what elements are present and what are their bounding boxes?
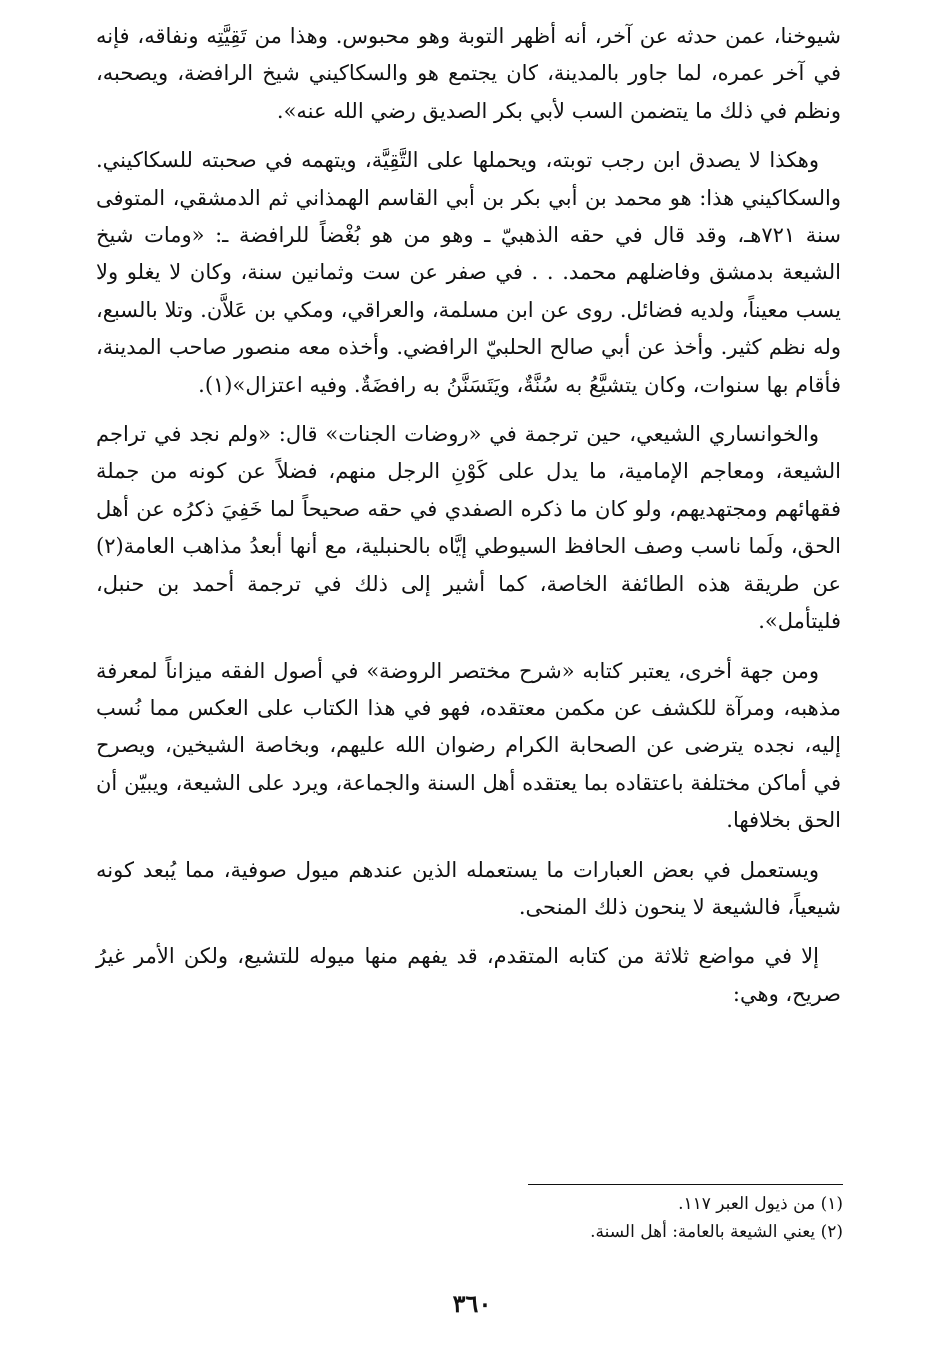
paragraph-khwansari: والخوانساري الشيعي، حين ترجمة في «روضات الجنات» قال: «ولم نجد في تراجم الشيعة، ومعاجم الإمامية، ما يدل على كَوْنِ الرجل منهم، فضلاً عن كونه من جملة فقهائهم ومجتهديهم، ولو كان ما ذكره الصفدي في حقه صحيحاً لما خَفِيَ ذكرُه عن أهل الحق، ولَما ناسب وصف الحافظ السيوطي إيَّاه بالحنبلية، مع أنها أبعدُ مذاهب العامة(٢) عن طريقة هذه الطائفة الخاصة، كما أشير إلى ذلك في ترجمة أحمد بن حنبل، فليتأمل». [96, 422, 842, 634]
paragraph-ibn-rajab: وهكذا لا يصدق ابن رجب توبته، ويحملها على التَّقِيَّة، ويتهمه في صحبته للسكاكيني. والسكاكيني هذا: هو محمد بن أبي بكر بن أبي القاسم الهمذاني ثم الدمشقي، المتوفى سنة ٧٢١هـ، وقد قال في حقه الذهبيّ ـ وهو من هو بُغْضاً للرافضة ـ: «ومات شيخ الشيعة بدمشق وفاضلهم محمد. . . في صفر عن ست وثمانين سنة، وكان لا يغلو ولا يسب معيناً، ولديه فضائل. روى عن ابن مسلمة، والعراقي، ومكي بن عَلاَّن. وتلا بالسبع، وله نظم كثير. وأخذ عن أبي صالح الحلبيّ الرافضي. وأخذه معه منصور صاحب المدينة، فأقام بها سنوات، وكان يتشيَّعُ به سُنَّةٌ، ويَتَسَنَّنُ به رافضَةٌ. وفيه اعتزال»(١). [96, 148, 842, 397]
main-text [96, 18, 841, 1025]
paragraph-continuation: شيوخنا، عمن حدثه عن آخر، أنه أظهر التوبة وهو محبوس. وهذا من تَقِيَّتِه ونفاقه، فإنه في آخر عمره، لما جاور بالمدينة، كان يجتمع هو والسكاكيني شيخ الرافضة، ويصحبه، ونظم في ذلك ما يتضمن السب لأبي بكر الصديق رضي الله عنه». [96, 24, 841, 123]
page-number: ٣٦٠ [452, 1289, 492, 1318]
footnote-2: (٢) يعني الشيعة بالعامة: أهل السنة. [590, 1222, 843, 1242]
footnote-divider [528, 1184, 843, 1185]
footnote-1: (١) من ذيول العبر ١١٧. [678, 1194, 843, 1214]
paragraph-sufi-usage: ويستعمل في بعض العبارات ما يستعمله الذين عندهم ميول صوفية، مما يُبعد كونه شيعياً، فالشيعة لا ينحون ذلك المنحى. [96, 857, 841, 919]
footnotes [420, 1190, 843, 1246]
paragraph-three-places: إلا في مواضع ثلاثة من كتابه المتقدم، قد يفهم منها ميوله للتشيع، ولكن الأمر غيرُ صريح، وهي: [96, 944, 841, 1006]
paragraph-sharh-mukhtasar: ومن جهة أخرى، يعتبر كتابه «شرح مختصر الروضة» في أصول الفقه ميزاناً لمعرفة مذهبه، ومرآة للكشف عن مكمن معتقده، فهو في هذا الكتاب على العكس مما نُسب إليه، نجده يترضى عن الصحابة الكرام رضوان الله عليهم، وبخاصة الشيخين، ويصرح في أماكن مختلفة باعتقاده بما يعتقده أهل السنة والجماعة، ويرد على الشيعة، ويبيّن أن الحق بخلافها. [96, 658, 841, 833]
